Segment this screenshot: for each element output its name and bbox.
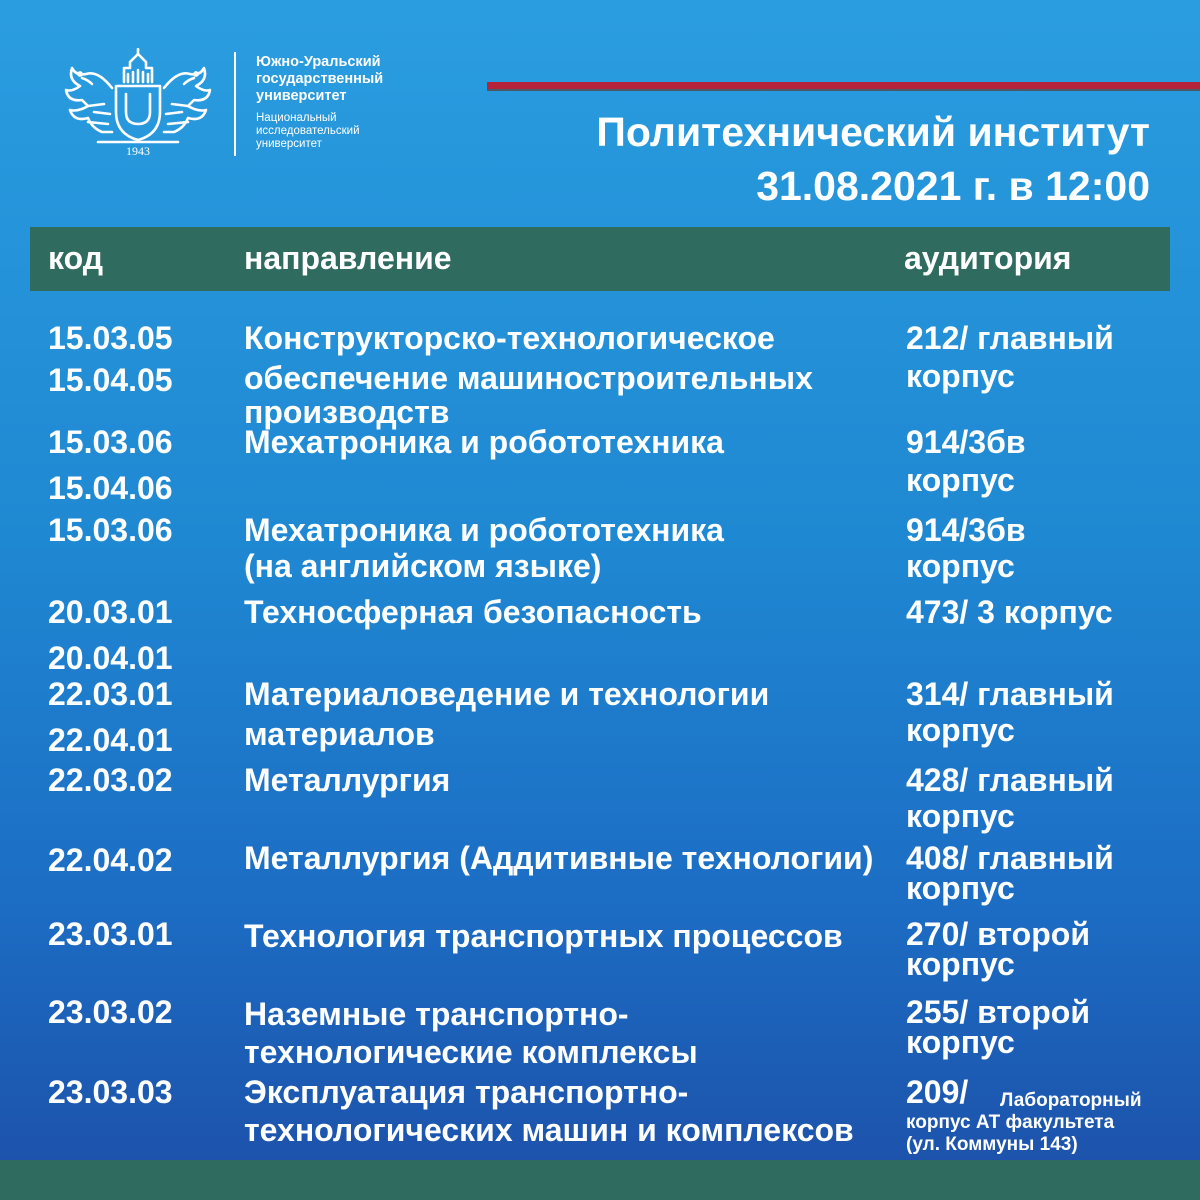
program-code: 22.04.01	[48, 722, 173, 758]
room-location: 428/ главный	[906, 762, 1114, 798]
program-direction: обеспечение машиностроительных	[244, 360, 813, 396]
room-location: 914/3бв	[906, 512, 1026, 548]
program-code: 15.04.05	[48, 362, 173, 398]
program-direction: Эксплуатация транспортно-	[244, 1074, 689, 1110]
program-code: 22.03.01	[48, 676, 173, 712]
room-location: 255/ второй	[906, 994, 1090, 1030]
room-building: корпус АТ факультета	[906, 1112, 1115, 1133]
room-location: 408/ главный	[906, 840, 1114, 876]
header-direction: направление	[244, 240, 452, 276]
room-location: 473/ 3 корпус	[906, 594, 1113, 630]
program-direction: Наземные транспортно-	[244, 996, 629, 1032]
program-code: 15.03.05	[48, 320, 173, 356]
program-direction: технологических машин и комплексов	[244, 1112, 854, 1148]
program-direction: технологические комплексы	[244, 1034, 698, 1070]
room-location: 914/3бв	[906, 424, 1026, 460]
university-name-line: государственный	[256, 71, 384, 87]
program-direction: производств	[244, 394, 450, 430]
program-direction: материалов	[244, 716, 435, 752]
room-location: корпус	[906, 946, 1015, 982]
program-direction: Мехатроника и робототехника	[244, 424, 724, 460]
room-number: 209/	[906, 1074, 969, 1110]
university-subtitle-line: университет	[256, 138, 322, 150]
university-subtitle-line: исследовательский	[256, 125, 360, 137]
room-location: корпус	[906, 462, 1015, 498]
university-name-line: университет	[256, 88, 347, 104]
program-direction: Конструкторско-технологическое	[244, 320, 775, 356]
event-datetime: 31.08.2021 г. в 12:00	[756, 163, 1150, 209]
program-code: 22.04.02	[48, 842, 173, 878]
program-code: 22.03.02	[48, 762, 173, 798]
room-location: корпус	[906, 870, 1015, 906]
room-address: (ул. Коммуны 143)	[906, 1134, 1078, 1155]
program-code: 15.04.06	[48, 470, 173, 506]
bottom-bar	[0, 1160, 1200, 1200]
institute-name: Политехнический институт	[596, 109, 1150, 155]
room-location: 270/ второй	[906, 916, 1090, 952]
program-code: 15.03.06	[48, 512, 173, 548]
room-location: 212/ главный	[906, 320, 1114, 356]
room-location: 314/ главный	[906, 676, 1114, 712]
program-code: 23.03.03	[48, 1074, 173, 1110]
program-direction: Мехатроника и робототехника	[244, 512, 724, 548]
university-name-line: Южно-Уральский	[256, 54, 381, 70]
room-location: корпус	[906, 358, 1015, 394]
room-location: корпус	[906, 1024, 1015, 1060]
room-location: корпус	[906, 712, 1015, 748]
program-direction: Металлургия	[244, 762, 451, 798]
room-location: корпус	[906, 548, 1015, 584]
program-code: 15.03.06	[48, 424, 173, 460]
header-code: код	[48, 240, 104, 276]
header-room: аудитория	[904, 240, 1072, 276]
program-direction: Технология транспортных процессов	[244, 918, 843, 954]
room-location: корпус	[906, 798, 1015, 834]
logo-year: 1943	[126, 144, 150, 158]
program-direction: (на английском языке)	[244, 548, 602, 584]
program-direction: Техносферная безопасность	[244, 594, 702, 630]
program-code: 20.04.01	[48, 640, 173, 676]
university-subtitle-line: Национальный	[256, 112, 337, 124]
program-code: 23.03.02	[48, 994, 173, 1030]
program-direction: Металлургия (Аддитивные технологии)	[244, 840, 874, 876]
program-direction: Материаловедение и технологии	[244, 676, 770, 712]
program-code: 20.03.01	[48, 594, 173, 630]
room-building: Лабораторный	[1000, 1090, 1142, 1111]
program-code: 23.03.01	[48, 916, 173, 952]
